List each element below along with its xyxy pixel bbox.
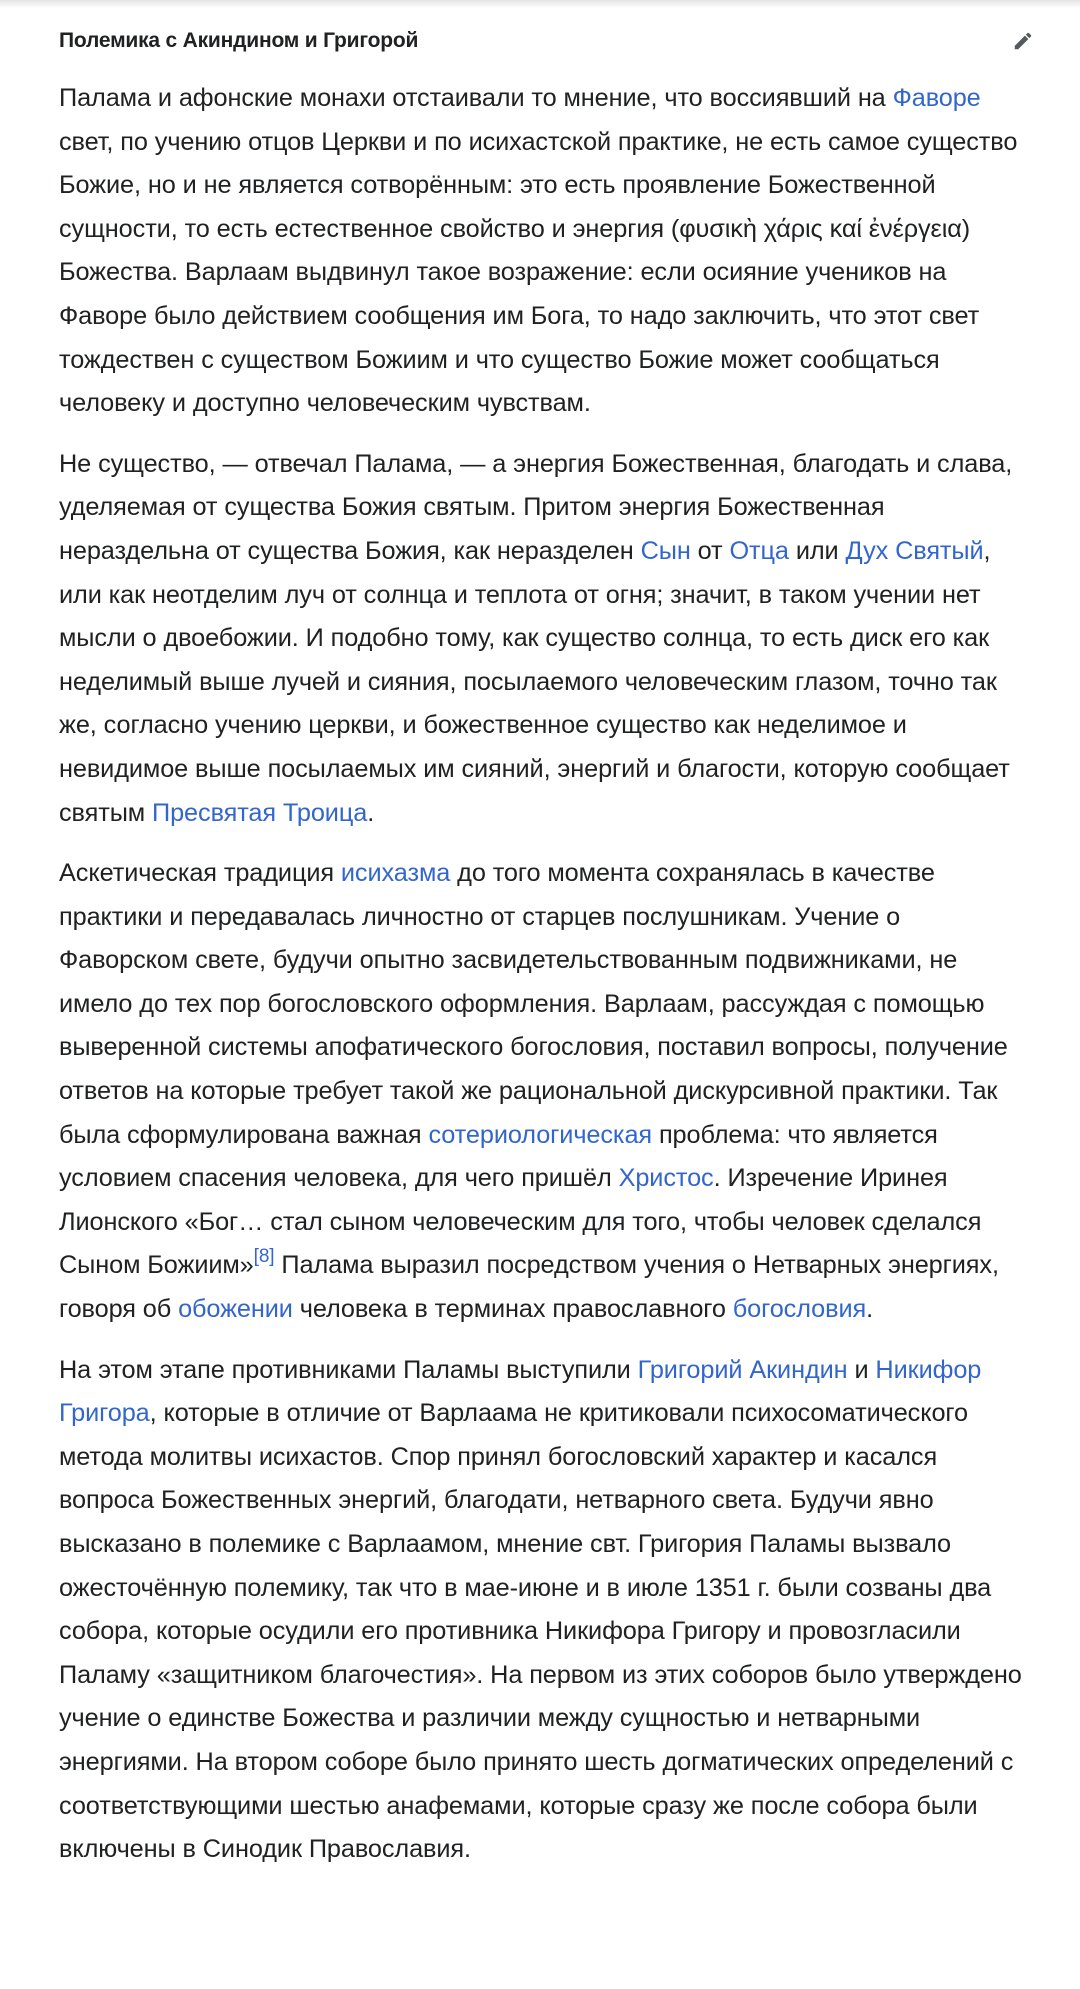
- reference-superscript: [254, 1246, 275, 1267]
- paragraph: [59, 77, 1024, 426]
- wiki-link[interactable]: Григорий Акиндин: [637, 1355, 848, 1384]
- paragraph-text: до того момента сохранялась в качестве практики и передавалась личностно от старцев послушникам. Учение о Фаворском свете, будучи опытно засвидетельствованным подвижниками, не имело до тех пор богословского оформления. Варлаам, рассуждая с помощью выверенной системы апофатического богословия, поставил вопросы, получение ответов на которые требует такой же рациональной дискурсивной практики. Так была сформулирована важная: [59, 859, 1008, 1149]
- paragraph-text: от: [690, 536, 730, 565]
- paragraph-text: проблема: что является условием спасения человека, для чего пришёл: [59, 1120, 938, 1193]
- paragraph-text: Палама выразил посредством учения о Нетварных энергиях, говоря об: [59, 1251, 999, 1324]
- section-title: Полемика с Акиндином и Григорой: [59, 29, 419, 52]
- edit-section-button[interactable]: [1006, 24, 1040, 58]
- paragraph: [59, 1349, 1024, 1872]
- paragraph-text: или: [788, 536, 846, 565]
- top-shadow: [0, 0, 1080, 8]
- paragraph-text: человека в терминах православного: [292, 1295, 733, 1324]
- paragraph: [59, 443, 1024, 835]
- wiki-link[interactable]: богословия: [732, 1295, 867, 1324]
- reference-link[interactable]: [8]: [253, 1246, 275, 1268]
- paragraph-text: Не существо, — отвечал Палама, — а энергия Божественная, благодать и слава, уделяемая от существа Божия святым. Притом энергия Божественная нераздельна от существа Божия, как неразделен: [59, 449, 1013, 565]
- paragraph-text: .: [367, 798, 375, 827]
- paragraph-text: свет, по учению отцов Церкви и по исихастской практике, не есть самое существо Божие, но и не является сотворённым: это есть проявление Божественной сущности, то есть естественное свойство и энергия (φυσικὴ χάρις καί ἐνέργεια) Божества. Варлаам выдвинул такое возражение: если осияние учеников на Фаворе было действием сообщения им Бога, то надо заключить, что этот свет тождествен с существом Божиим и что существо Божие может сообщаться человеку и доступно человеческим чувствам.: [59, 127, 1018, 418]
- wiki-link[interactable]: обожении: [178, 1295, 293, 1324]
- paragraph-text: и: [847, 1355, 876, 1384]
- wiki-link[interactable]: Христос: [618, 1164, 714, 1193]
- wiki-link[interactable]: сотериологическая: [428, 1120, 653, 1149]
- wiki-link[interactable]: Никифор Григора: [59, 1355, 982, 1428]
- wiki-link[interactable]: Дух Святый: [845, 536, 984, 565]
- wiki-link[interactable]: Сын: [640, 536, 691, 565]
- wiki-link[interactable]: исихазма: [340, 859, 451, 888]
- paragraph-text: .: [866, 1295, 874, 1324]
- article-content: [59, 77, 1024, 1889]
- wiki-link[interactable]: Пресвятая Троица: [152, 798, 368, 827]
- section-header: [59, 24, 1040, 58]
- paragraph-text: , которые в отличие от Варлаама не критиковали психосоматического метода молитвы исихастов. Спор принял богословский характер и касался вопроса Божественных энергий, благодати, нетварного света. Будучи явно высказано в полемике с Варлаамом, мнение свт. Григория Паламы вызвало ожесточённую полемику, так что в мае-июне и в июле 1351 г. были созваны два собора, которые осудили его противника Никифора Григору и провозгласили Паламу «защитником благочестия». На первом из этих соборов было утверждено учение о единстве Божества и различии между сущностью и нетварными энергиями. На втором соборе было принято шесть догматических определений с соответствующими шестью анафемами, которые сразу же после собора были включены в Синодик Православия.: [59, 1399, 1022, 1864]
- paragraph-text: Палама и афонские монахи отстаивали то мнение, что воссиявший на: [59, 84, 893, 112]
- paragraph-text: На этом этапе противниками Паламы выступили: [59, 1355, 638, 1384]
- paragraph: [59, 852, 1024, 1332]
- paragraph-text: . Изречение Иринея Лионского «Бог… стал сыном человеческим для того, чтобы человек сделался Сыном Божиим»: [59, 1164, 982, 1280]
- paragraph-text: , или как неотделим луч от солнца и теплота от огня; значит, в таком учении нет мысли о двоебожии. И подобно тому, как существо солнца, то есть диск его как неделимый выше лучей и сияния, посылаемого человеческим глазом, точно так же, согласно учению церкви, и божественное существо как неделимое и невидимое выше посылаемых им сияний, энергий и благости, которую сообщает святым: [59, 536, 1010, 827]
- pencil-icon: [1012, 30, 1034, 52]
- paragraph-text: Аскетическая традиция: [59, 859, 341, 888]
- wiki-link[interactable]: Фаворе: [892, 84, 981, 112]
- wiki-link[interactable]: Отца: [729, 536, 789, 565]
